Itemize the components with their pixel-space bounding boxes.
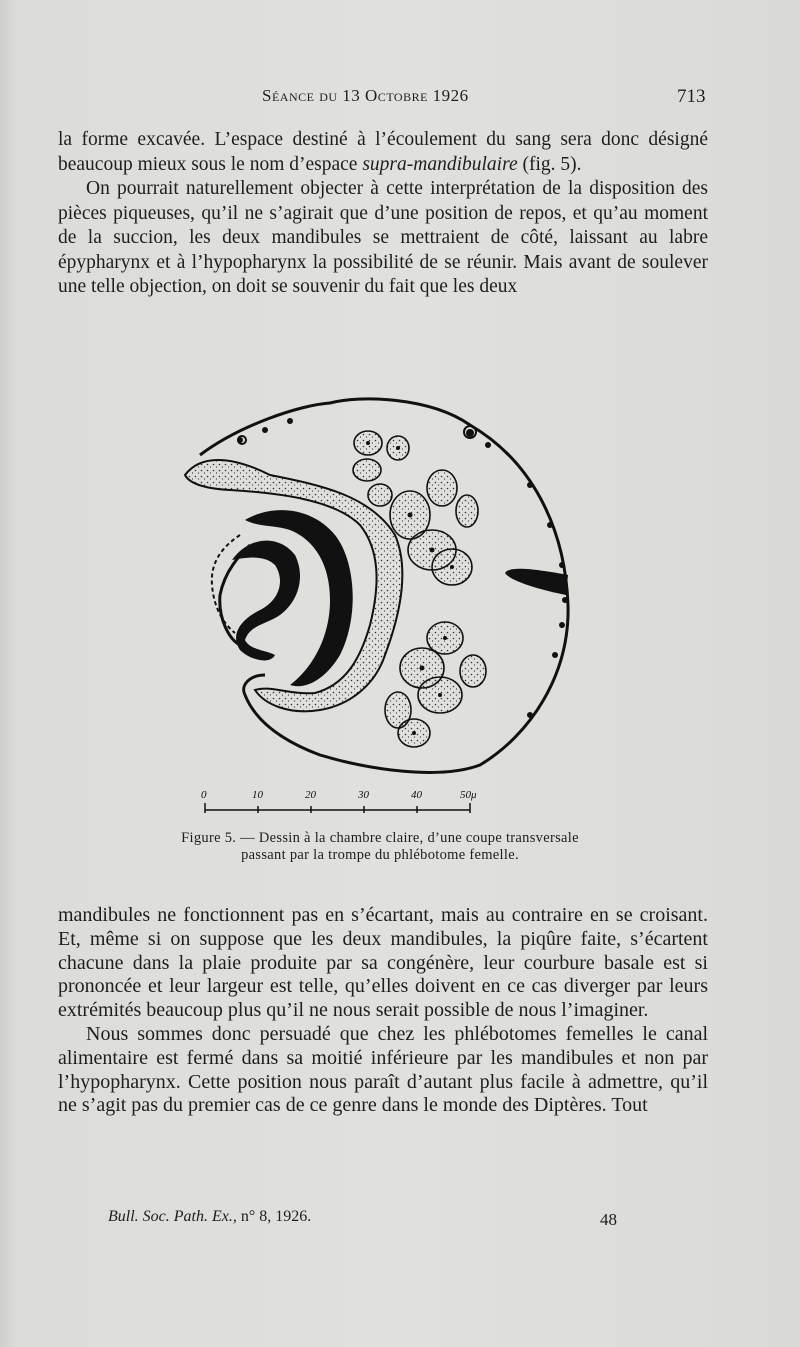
page-header	[0, 86, 800, 116]
paragraph-3: mandibules ne fonctionnent pas en s’écartant, mais au contraire en se croisant. Et, même si on suppose que les deux mandibules, la piqûre faite, s’écartent chacune dans la plaie produite par sa congénère, leur courbure basale est si prononcée et leur largeur est telle, qu’elles doivent en ce cas diverger par leurs extrémités beaucoup plus qu’il ne nous serait possible de nous l’imaginer.	[58, 904, 708, 1022]
caption-line-1: Figure 5. — Dessin à la chambre claire, d’une coupe transversale	[181, 830, 579, 846]
paragraph-2: On pourrait naturellement objecter à cette interprétation de la disposition des pièces piqueuses, qu’il ne s’agirait que d’une position de repos, et qu’au moment de la succion, les deux mandibules se mettraient de côté, laissant au labre épypharynx et à l’hypopharynx la possibilité de se réunir. Mais avant de soulever une telle objection, on doit se souvenir du fait que les deux	[58, 178, 708, 297]
svg-text:20: 20	[305, 789, 316, 801]
running-head: Séance du 13 Octobre 1926	[262, 86, 469, 105]
caption-line-2: passant par la trompe du phlébotome femelle.	[241, 847, 519, 863]
svg-text:10: 10	[252, 789, 263, 801]
cross-section-drawing	[170, 385, 590, 830]
signature-mark: 48	[600, 1210, 617, 1229]
svg-text:50μ: 50μ	[460, 789, 477, 801]
page-footer	[0, 1208, 800, 1232]
scale-labels	[201, 789, 477, 801]
svg-text:0: 0	[201, 789, 207, 801]
paragraph-4: Nous sommes donc persuadé que chez les phlébotomes femelles le canal alimentaire est fermé dans sa moitié inférieure par les mandibules et non par l’hypopharynx. Cette position nous paraît d’autant plus facile à admettre, qu’il ne s’agit pas du premier cas de ce genre dans le monde des Diptères. Tout	[58, 1022, 708, 1117]
journal-reference: Bull. Soc. Path. Ex., n° 8, 1926.	[108, 1208, 312, 1225]
page-number: 713	[677, 86, 706, 107]
body-text-top	[58, 128, 708, 300]
scale-bar	[205, 803, 470, 813]
figure-caption	[120, 830, 640, 864]
svg-text:30: 30	[358, 789, 369, 801]
paragraph-1: la forme excavée. L’espace destiné à l’écoulement du sang sera donc désigné beaucoup mieux sous le nom d’espace supra-mandibulaire (fig. 5).	[58, 129, 708, 175]
mandible-dark-2	[232, 541, 300, 661]
figure-5-drawing	[170, 385, 590, 830]
italic-term: supra-mandibulaire	[362, 153, 518, 175]
body-text-bottom	[58, 904, 708, 1118]
svg-text:40: 40	[411, 789, 422, 801]
